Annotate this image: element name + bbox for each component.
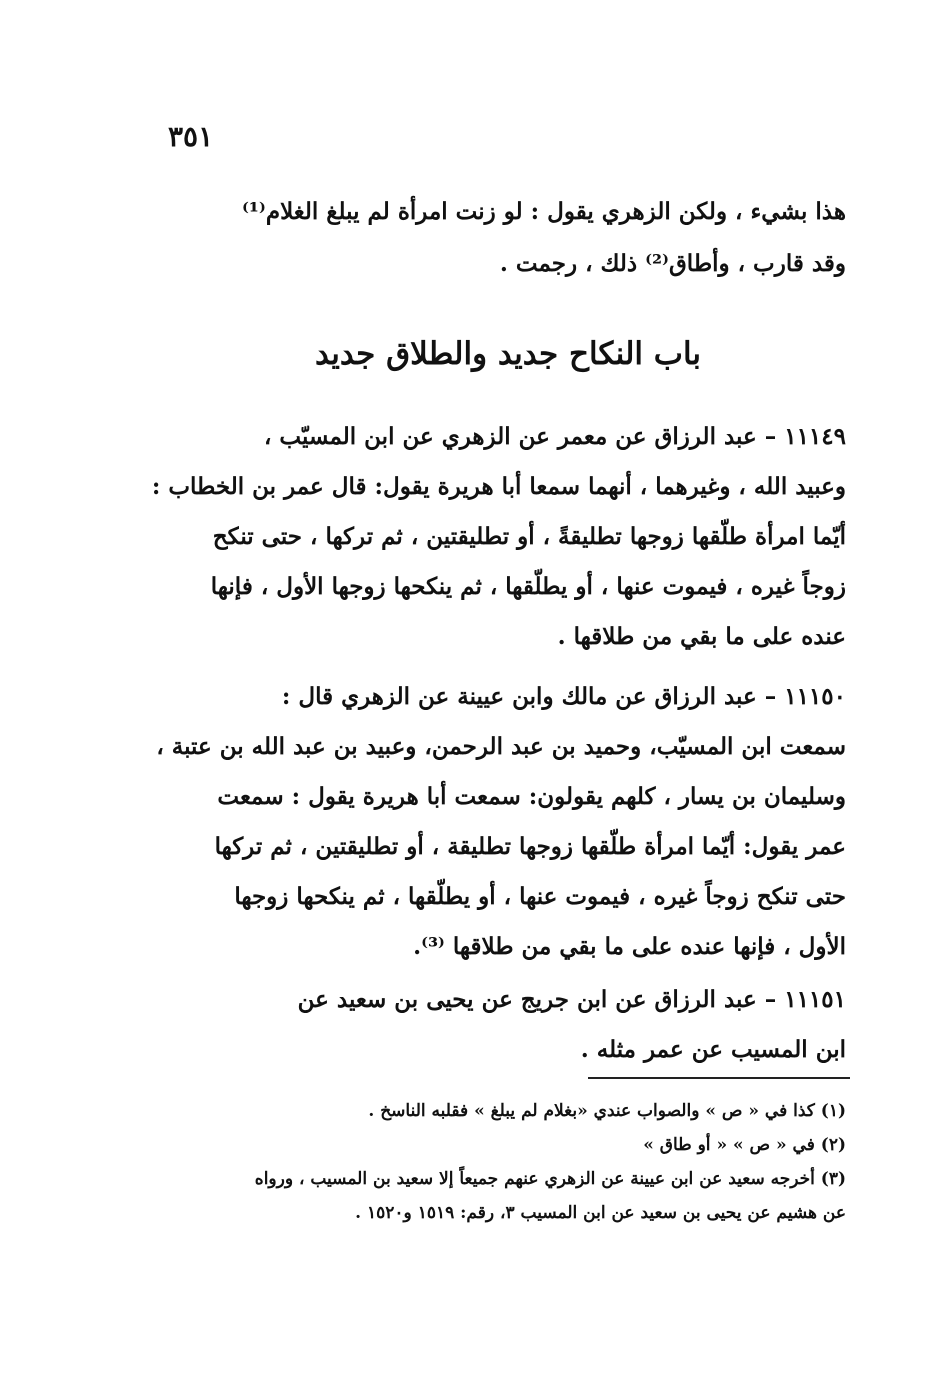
hadith-11151	[170, 975, 846, 1075]
text-line: سمعت ابن المسيّب، وحميد بن عبد الرحمن، وعبيد بن عبد الله بن عتبة ،	[156, 733, 846, 760]
footnotes	[180, 1094, 846, 1230]
hadith-11149	[151, 412, 846, 662]
text-line: الأول ، فإنها عنده على ما بقي من طلاقها ⁽³⁾.	[413, 933, 846, 960]
text-line: ابن المسيب عن عمر مثله .	[580, 1036, 846, 1063]
footnote-divider	[588, 1077, 850, 1079]
text-line: حتى تنكح زوجاً غيره ، فيموت عنها ، أو يطلّقها ، ثم ينكحها زوجها	[234, 883, 846, 910]
footnote: (١) كذا في « ص » والصواب عندي «بغلام لم يبلغ » فقلبه الناسخ .	[368, 1101, 846, 1121]
text-line: ١١١٤٩ – عبد الرزاق عن معمر عن الزهري عن ابن المسيّب ،	[264, 423, 846, 450]
footnote: عن هشيم عن يحيى بن سعيد عن ابن المسيب ٣، رقم: ١٥١٩ و١٥٢٠ .	[355, 1203, 846, 1223]
footnote: (٣) أخرجه سعيد عن ابن عيينة عن الزهري عنهم جميعاً إلا سعيد بن المسيب ، ورواه	[254, 1169, 846, 1189]
text-line: وسليمان بن يسار ، كلهم يقولون: سمعت أبا هريرة يقول : سمعت	[217, 783, 846, 810]
text-line: عنده على ما بقي من طلاقها .	[557, 623, 846, 650]
intro-paragraph	[170, 186, 846, 290]
text-line: هذا بشيء ، ولكن الزهري يقول : لو زنت امرأة لم يبلغ الغلام⁽¹⁾	[242, 198, 846, 225]
text-line: ١١١٥١ – عبد الرزاق عن ابن جريج عن يحيى بن سعيد عن	[297, 986, 846, 1013]
text-line: وعبيد الله ، وغيرهما ، أنهما سمعا أبا هريرة يقول: قال عمر بن الخطاب :	[151, 473, 846, 500]
hadith-11150	[156, 672, 846, 972]
text-line: عمر يقول: أيّما امرأة طلّقها زوجها تطليقة ، أو تطليقتين ، ثم تركها	[214, 833, 846, 860]
chapter-title: باب النكاح جديد والطلاق جديد	[314, 336, 702, 372]
text-line: وقد قارب ، وأطاق⁽²⁾ ذلك ، رجمت .	[499, 250, 846, 277]
text-line: زوجاً غيره ، فيموت عنها ، أو يطلّقها ، ثم ينكحها زوجها الأول ، فإنها	[210, 573, 846, 600]
page-number: ٣٥١	[168, 120, 214, 153]
text-line: ١١١٥٠ – عبد الرزاق عن مالك وابن عيينة عن الزهري قال :	[281, 683, 846, 710]
text-line: أيّما امرأة طلّقها زوجها تطليقةً ، أو تطليقتين ، ثم تركها ، حتى تنكح	[212, 523, 846, 550]
footnote: (٢) في « ص » « أو طاق »	[643, 1135, 846, 1155]
